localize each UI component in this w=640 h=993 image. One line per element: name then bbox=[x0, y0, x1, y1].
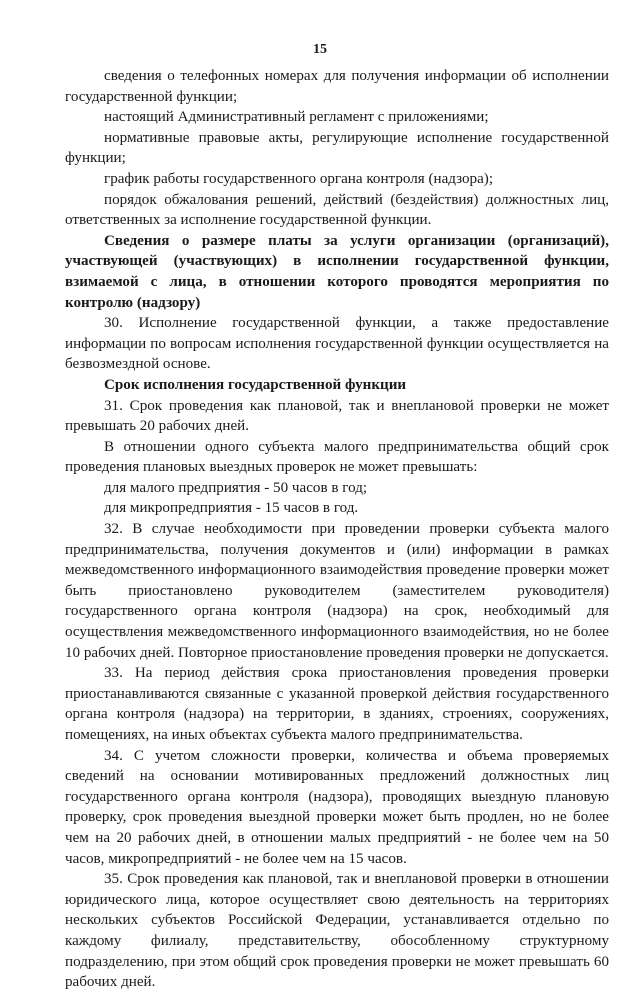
list-item-micro-enterprise: для микропредприятия - 15 часов в год. bbox=[104, 500, 359, 517]
document-body bbox=[65, 66, 609, 993]
paragraph-34: 34. С учетом сложности проверки, количества и объема проверяемых сведений на основании мотивированных предложений должностных лиц государственного органа контроля (надзора), проводящих выездную плановую проверку, срок проведения выездной проверки может быть продлен, но не более чем на 20 рабочих дней, в отношении малых предприятий - не более чем на 50 часов, микропредприятий - не более чем на 15 часов. bbox=[65, 747, 609, 867]
list-item-legal-acts: нормативные правовые акты, регулирующие исполнение государственной функции; bbox=[65, 129, 609, 167]
list-item-appeal-procedure: порядок обжалования решений, действий (бездействия) должностных лиц, ответственных за исполнение государственной функции. bbox=[65, 191, 609, 229]
page-number: 15 bbox=[313, 42, 327, 57]
paragraph-35: 35. Срок проведения как плановой, так и внеплановой проверки в отношении юридического лица, которое осуществляет свою деятельность на территориях нескольких субъектов Российской Федерации, устанавливается отдельно по каждому филиалу, представительству, обособленному структурному подразделению, при этом общий срок проведения проверки не может превышать 60 рабочих дней. bbox=[65, 871, 609, 991]
paragraph-30: 30. Исполнение государственной функции, а также предоставление информации по вопросам исполнения государственной функции осуществляется на безвозмездной основе. bbox=[65, 315, 609, 373]
section-heading-term: Срок исполнения государственной функции bbox=[104, 376, 407, 393]
list-item-work-schedule: график работы государственного органа контроля (надзора); bbox=[104, 170, 494, 187]
paragraph-33: 33. На период действия срока приостановления проведения проверки приостанавливаются связанные с указанной проверкой действия государственного органа контроля (надзора) на территории, в зданиях, строениях, сооружениях, помещениях, на иных объектах субъекта малого предпринимательства. bbox=[65, 665, 609, 743]
list-item-small-enterprise: для малого предприятия - 50 часов в год; bbox=[104, 479, 368, 496]
paragraph-31: 31. Срок проведения как плановой, так и внеплановой проверки не может превышать 20 рабочих дней. bbox=[65, 397, 609, 435]
paragraph-32: 32. В случае необходимости при проведении проверки субъекта малого предпринимательства, получения документов и (или) информации в рамках межведомственного информационного взаимодействия проведение проверки может быть приостановлено руководителем (заместителем руководителя) государственного органа контроля (надзора) на срок, необходимый для осуществления межведомственного информационного взаимодействия, но не более 10 рабочих дней. Повторное приостановление проведения проверки не допускается. bbox=[65, 521, 609, 661]
paragraph-small-business-limit: В отношении одного субъекта малого предпринимательства общий срок проведения плановых выездных проверок не может превышать: bbox=[65, 438, 609, 476]
list-item-phone-info: сведения о телефонных номерах для получения информации об исполнении государственной функции; bbox=[65, 68, 609, 105]
section-heading-fees: Сведения о размере платы за услуги организации (организаций), участвующей (участвующих) в исполнении государственной функции, взимаемой с лица, в отношении которого проводятся мероприятия по контролю (надзору) bbox=[65, 232, 609, 311]
list-item-regulation: настоящий Административный регламент с приложениями; bbox=[104, 109, 489, 126]
